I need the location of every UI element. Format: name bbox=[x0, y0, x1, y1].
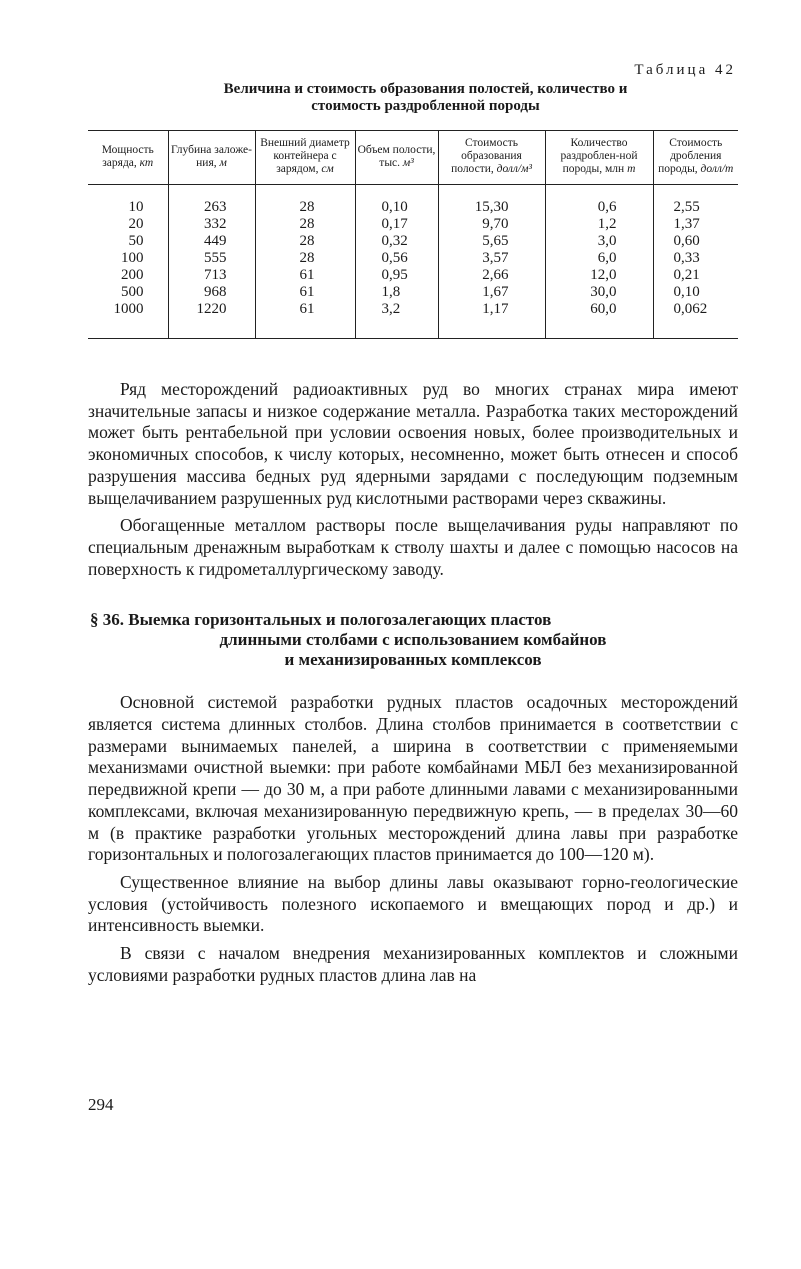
table-cell: 0,10 bbox=[355, 185, 438, 217]
table-cell: 61 bbox=[255, 301, 355, 339]
table-cell: 30,0 bbox=[545, 284, 653, 301]
table-cell: 1,67 bbox=[438, 284, 545, 301]
column-header: Внешний диаметр контейнера с зарядом, см bbox=[255, 131, 355, 185]
table-cell: 555 bbox=[168, 250, 255, 267]
table-cell: 1,8 bbox=[355, 284, 438, 301]
table-cell: 10 bbox=[128, 199, 144, 215]
table-row bbox=[88, 250, 738, 267]
table-label: Таблица 42 bbox=[634, 62, 736, 78]
table-cell: 0,60 bbox=[653, 233, 738, 250]
table-caption bbox=[88, 81, 738, 115]
table-cell: 28 bbox=[255, 233, 355, 250]
table-cell: 968 bbox=[168, 284, 255, 301]
body-text-top bbox=[88, 379, 738, 580]
section-heading bbox=[88, 610, 738, 670]
paragraph: Существенное влияние на выбор длины лавы оказывают горно-геологические условия (устойчивость полезного ископаемого и вмещающих пород и др.) и интенсивность выемки. bbox=[88, 871, 738, 936]
table-cell: 0,21 bbox=[653, 267, 738, 284]
table-cell: 5,65 bbox=[438, 233, 545, 250]
table-header-row bbox=[88, 131, 738, 185]
table-cell: 20 bbox=[128, 216, 144, 232]
table-cell: 0,95 bbox=[355, 267, 438, 284]
column-header: Стоимость образования полости, долл/м³ bbox=[438, 131, 545, 185]
paragraph: Основной системой разработки рудных пластов осадочных месторождений является система длинных столбов. Длина столбов принимается в соответствии с размерами вынимаемых панелей, а ширина в соответствии с применяемыми механизмами очистной выемки: при работе комбайнами МБЛ без механизированной передвижной крепи — до 30 м, а при работе длинными лавами с механизированными комплексами, включая механизированную передвижную крепь, — в пределах 30—60 м (в практике разработки угольных месторождений длина лавы при разработке горизонтальных и пологозалегающих пластов принимается до 100—120 м). bbox=[88, 692, 738, 865]
section-heading-line: и механизированных комплексов bbox=[284, 650, 542, 670]
table-cell: 2,55 bbox=[653, 185, 738, 217]
table-cell: 50 bbox=[128, 233, 144, 249]
table-cell: 15,30 bbox=[438, 185, 545, 217]
table-cell: 28 bbox=[255, 216, 355, 233]
table-cell: 28 bbox=[255, 185, 355, 217]
table-cell: 28 bbox=[255, 250, 355, 267]
table-cell: 1,37 bbox=[653, 216, 738, 233]
table-row bbox=[88, 267, 738, 284]
column-header: Стоимость дробления породы, долл/т bbox=[653, 131, 738, 185]
page-number: 294 bbox=[88, 1095, 114, 1114]
table-row bbox=[88, 185, 738, 217]
table-caption-line: Величина и стоимость образования полостей, количество и bbox=[223, 81, 628, 97]
table-cell: 1,17 bbox=[438, 301, 545, 339]
data-table bbox=[88, 130, 738, 339]
table-cell: 6,0 bbox=[545, 250, 653, 267]
table-cell: 0,17 bbox=[355, 216, 438, 233]
table-cell: 61 bbox=[255, 284, 355, 301]
section-heading-line: длинными столбами с использованием комбайнов bbox=[219, 630, 607, 650]
table-cell: 713 bbox=[168, 267, 255, 284]
page bbox=[88, 62, 738, 986]
table-cell: 0,10 bbox=[653, 284, 738, 301]
table-cell: 60,0 bbox=[545, 301, 653, 339]
column-header: Мощность заряда, кт bbox=[88, 131, 168, 185]
table-caption-line: стоимость раздробленной породы bbox=[311, 98, 540, 114]
table-cell: 449 bbox=[168, 233, 255, 250]
column-header: Количество раздроблен-ной породы, млн т bbox=[545, 131, 653, 185]
table-row bbox=[88, 216, 738, 233]
table-cell: 61 bbox=[255, 267, 355, 284]
section-heading-line: § 36. Выемка горизонтальных и пологозалегающих пластов bbox=[90, 610, 552, 630]
table-cell: 3,2 bbox=[355, 301, 438, 339]
table-cell: 1220 bbox=[168, 301, 255, 339]
table-cell: 0,6 bbox=[545, 185, 653, 217]
column-header: Объем полости, тыс. м³ bbox=[355, 131, 438, 185]
table-cell: 12,0 bbox=[545, 267, 653, 284]
paragraph: Ряд месторождений радиоактивных руд во многих странах мира имеют значительные запасы и низкое содержание металла. Разработка таких месторождений может быть рентабельной при условии освоения новых, более производительных и экономичных способов, к числу которых, несомненно, может быть отнесен и способ разрушения массива бедных руд ядерными зарядами с последующим подземным выщелачиванием разрушенных руд кислотными растворами через скважины. bbox=[88, 379, 738, 508]
table-cell: 0,32 bbox=[355, 233, 438, 250]
table-cell: 263 bbox=[168, 185, 255, 217]
table-cell: 3,0 bbox=[545, 233, 653, 250]
table-cell: 1,2 bbox=[545, 216, 653, 233]
body-text-bottom bbox=[88, 692, 738, 986]
column-header: Глубина заложе-ния, м bbox=[168, 131, 255, 185]
table-cell: 200 bbox=[121, 267, 144, 283]
table-cell: 100 bbox=[121, 250, 144, 266]
table-cell: 0,33 bbox=[653, 250, 738, 267]
table-cell: 2,66 bbox=[438, 267, 545, 284]
paragraph: Обогащенные металлом растворы после выщелачивания руды направляют по специальным дренажным выработкам к стволу шахты и далее с помощью насосов на поверхность к гидрометаллургическому заводу. bbox=[88, 515, 738, 579]
table-row bbox=[88, 301, 738, 339]
table-cell: 500 bbox=[121, 284, 144, 300]
table-cell: 3,57 bbox=[438, 250, 545, 267]
table-cell: 0,062 bbox=[653, 301, 738, 339]
table-cell: 9,70 bbox=[438, 216, 545, 233]
table-cell: 0,56 bbox=[355, 250, 438, 267]
table-row bbox=[88, 233, 738, 250]
table-cell: 1000 bbox=[113, 301, 144, 317]
table-row bbox=[88, 284, 738, 301]
paragraph: В связи с началом внедрения механизированных комплектов и сложными условиями разработки рудных пластов длина лав на bbox=[88, 943, 738, 985]
table-cell: 332 bbox=[168, 216, 255, 233]
